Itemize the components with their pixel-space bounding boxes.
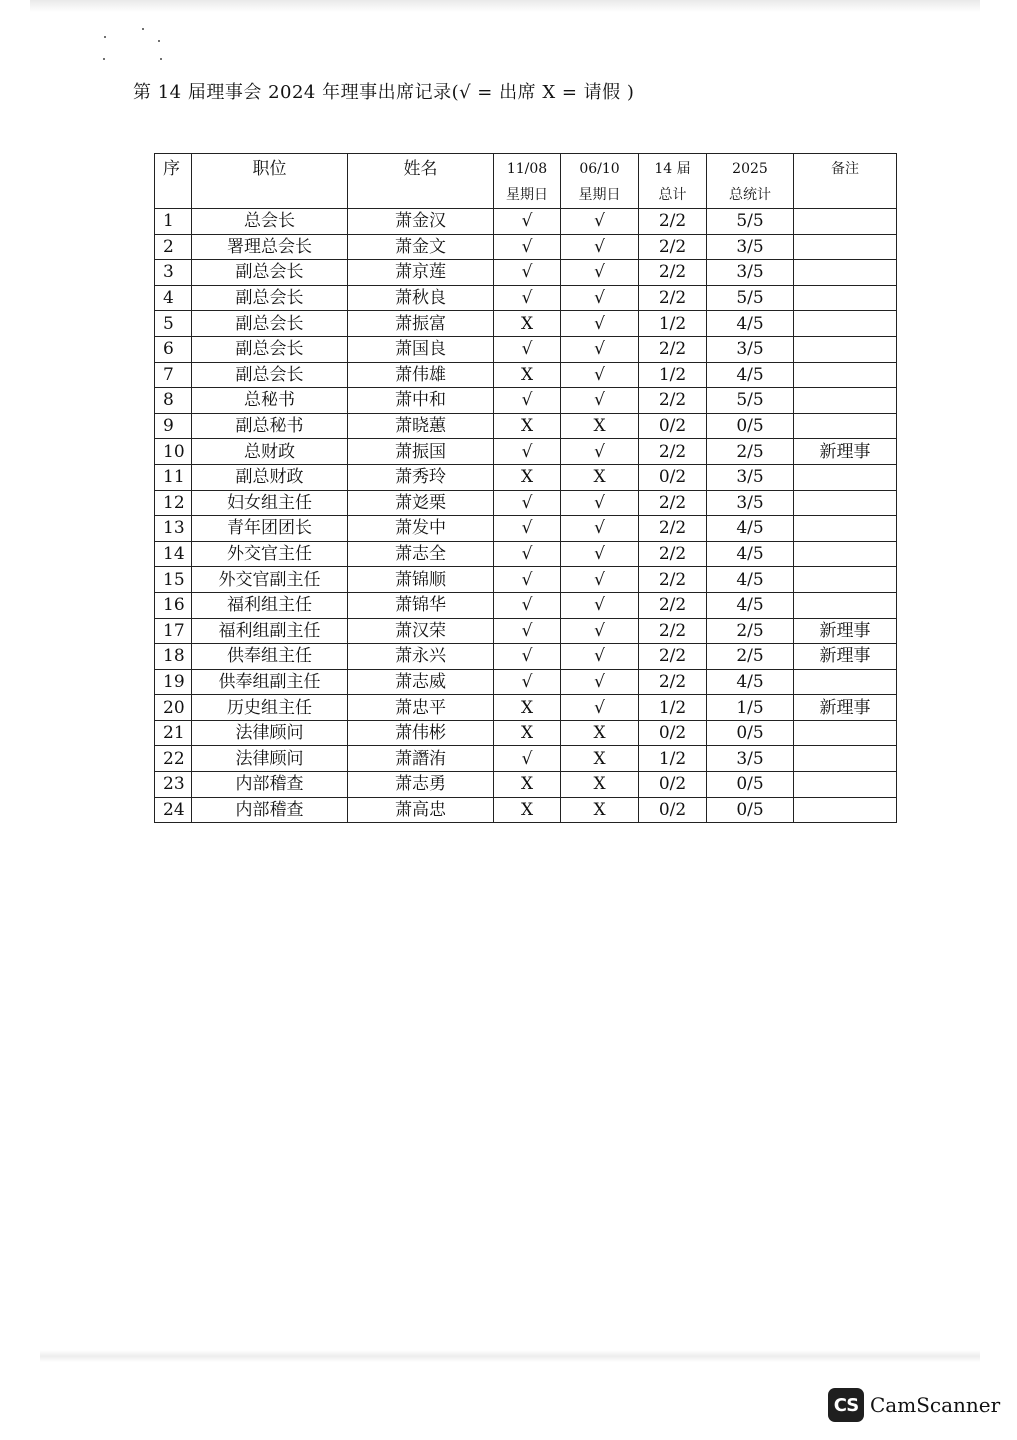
cell-name: 萧伟雄: [348, 362, 494, 388]
cell-term-total: 0/2: [639, 772, 707, 798]
table-row: [155, 413, 897, 439]
cell-name: 萧高忠: [348, 797, 494, 823]
cell-term-total: 0/2: [639, 464, 707, 490]
header-date-1-date: 11/08: [506, 161, 548, 177]
cell-remark: [794, 490, 897, 516]
cell-remark: [794, 234, 897, 260]
cell-position: 总会长: [192, 209, 348, 235]
cell-seq: 22: [155, 746, 192, 772]
cell-seq: 11: [155, 464, 192, 490]
table-body: [155, 209, 897, 823]
cell-seq: 9: [155, 413, 192, 439]
cell-remark: [794, 388, 897, 414]
cell-seq: 24: [155, 797, 192, 823]
cell-term-total: 2/2: [639, 541, 707, 567]
cell-remark: 新理事: [794, 644, 897, 670]
cell-attendance-1108: √: [494, 746, 561, 772]
header-year-total: [707, 154, 794, 209]
cell-term-total: 1/2: [639, 311, 707, 337]
cell-attendance-1108: √: [494, 209, 561, 235]
cell-position: 供奉组主任: [192, 644, 348, 670]
cell-term-total: 2/2: [639, 669, 707, 695]
header-date-2-date: 06/10: [579, 161, 620, 177]
table-row: [155, 720, 897, 746]
cell-term-total: 2/2: [639, 439, 707, 465]
cell-position: 内部稽查: [192, 797, 348, 823]
table-row: [155, 311, 897, 337]
cell-attendance-0610: √: [561, 567, 639, 593]
cell-year-total: 0/5: [707, 413, 794, 439]
cell-position: 副总会长: [192, 336, 348, 362]
table-row: [155, 746, 897, 772]
table-row: [155, 516, 897, 542]
cell-attendance-1108: X: [494, 720, 561, 746]
cell-position: 署理总会长: [192, 234, 348, 260]
header-name: 姓名: [348, 154, 494, 209]
camscanner-brand: CamScanner: [870, 1393, 1001, 1417]
cell-name: 萧中和: [348, 388, 494, 414]
cell-attendance-1108: √: [494, 336, 561, 362]
cell-name: 萧志勇: [348, 772, 494, 798]
cell-seq: 12: [155, 490, 192, 516]
cell-attendance-1108: X: [494, 797, 561, 823]
cell-seq: 18: [155, 644, 192, 670]
cell-remark: [794, 516, 897, 542]
cell-term-total: 2/2: [639, 336, 707, 362]
cell-remark: [794, 209, 897, 235]
cell-position: 福利组主任: [192, 592, 348, 618]
cell-attendance-0610: √: [561, 669, 639, 695]
cell-position: 供奉组副主任: [192, 669, 348, 695]
cell-remark: [794, 336, 897, 362]
cell-remark: [794, 746, 897, 772]
cell-seq: 16: [155, 592, 192, 618]
cell-remark: [794, 567, 897, 593]
cell-remark: 新理事: [794, 618, 897, 644]
cell-name: 萧锦华: [348, 592, 494, 618]
table-row: [155, 209, 897, 235]
cell-name: 萧志威: [348, 669, 494, 695]
cell-attendance-0610: X: [561, 464, 639, 490]
cell-year-total: 0/5: [707, 772, 794, 798]
table-row: [155, 336, 897, 362]
cell-name: 萧振国: [348, 439, 494, 465]
cell-remark: [794, 311, 897, 337]
cell-seq: 7: [155, 362, 192, 388]
table-row: [155, 234, 897, 260]
header-date-1: [494, 154, 561, 209]
table-row: [155, 388, 897, 414]
cell-seq: 3: [155, 260, 192, 286]
cell-term-total: 1/2: [639, 362, 707, 388]
header-date-2-weekday: 星期日: [578, 187, 621, 203]
table-row: [155, 490, 897, 516]
cell-year-total: 3/5: [707, 260, 794, 286]
header-position: 职位: [192, 154, 348, 209]
cell-position: 法律顾问: [192, 720, 348, 746]
cell-seq: 15: [155, 567, 192, 593]
cell-term-total: 2/2: [639, 285, 707, 311]
cell-year-total: 4/5: [707, 592, 794, 618]
cell-year-total: 3/5: [707, 464, 794, 490]
cell-seq: 2: [155, 234, 192, 260]
cell-year-total: 0/5: [707, 797, 794, 823]
cell-remark: [794, 413, 897, 439]
cell-name: 萧秋良: [348, 285, 494, 311]
cell-seq: 1: [155, 209, 192, 235]
cell-attendance-1108: √: [494, 439, 561, 465]
cell-remark: [794, 592, 897, 618]
cell-year-total: 3/5: [707, 234, 794, 260]
cell-remark: [794, 541, 897, 567]
cell-seq: 23: [155, 772, 192, 798]
table-row: [155, 695, 897, 721]
cell-attendance-1108: √: [494, 234, 561, 260]
camscanner-watermark: [828, 1386, 1000, 1424]
cell-seq: 5: [155, 311, 192, 337]
cell-attendance-0610: √: [561, 388, 639, 414]
scan-edge-top: [30, 0, 980, 12]
cell-position: 副总会长: [192, 311, 348, 337]
cell-attendance-1108: √: [494, 669, 561, 695]
cell-position: 副总会长: [192, 362, 348, 388]
cell-attendance-0610: √: [561, 336, 639, 362]
table-row: [155, 439, 897, 465]
cell-name: 萧晓蕙: [348, 413, 494, 439]
header-term-total-line1: 14 届: [654, 161, 691, 177]
cell-attendance-0610: √: [561, 644, 639, 670]
cell-attendance-1108: X: [494, 413, 561, 439]
header-seq: 序: [155, 154, 192, 209]
cell-attendance-0610: √: [561, 209, 639, 235]
cell-position: 外交官主任: [192, 541, 348, 567]
cell-name: 萧伟彬: [348, 720, 494, 746]
cell-position: 总秘书: [192, 388, 348, 414]
camscanner-logo: CS: [828, 1388, 864, 1422]
cell-attendance-0610: √: [561, 234, 639, 260]
table-row: [155, 644, 897, 670]
cell-remark: 新理事: [794, 439, 897, 465]
cell-name: 萧振富: [348, 311, 494, 337]
cell-attendance-1108: √: [494, 618, 561, 644]
cell-seq: 19: [155, 669, 192, 695]
cell-name: 萧发中: [348, 516, 494, 542]
cell-remark: 新理事: [794, 695, 897, 721]
cell-attendance-0610: √: [561, 490, 639, 516]
cell-year-total: 4/5: [707, 567, 794, 593]
cell-year-total: 3/5: [707, 336, 794, 362]
cell-seq: 20: [155, 695, 192, 721]
cell-term-total: 2/2: [639, 516, 707, 542]
cell-attendance-1108: √: [494, 516, 561, 542]
cell-term-total: 1/2: [639, 746, 707, 772]
cell-attendance-0610: X: [561, 413, 639, 439]
cell-year-total: 4/5: [707, 516, 794, 542]
document-title: 第 14 届理事会 2024 年理事出席记录(√ = 出席 X = 请假 ): [133, 82, 635, 103]
cell-seq: 14: [155, 541, 192, 567]
cell-name: 萧汉荣: [348, 618, 494, 644]
header-term-total: [639, 154, 707, 209]
cell-year-total: 0/5: [707, 720, 794, 746]
cell-remark: [794, 285, 897, 311]
table-row: [155, 567, 897, 593]
cell-term-total: 2/2: [639, 234, 707, 260]
cell-attendance-0610: √: [561, 618, 639, 644]
cell-seq: 8: [155, 388, 192, 414]
cell-attendance-0610: √: [561, 592, 639, 618]
cell-seq: 13: [155, 516, 192, 542]
cell-position: 内部稽查: [192, 772, 348, 798]
header-term-total-line2: 总计: [658, 187, 687, 203]
cell-attendance-1108: X: [494, 464, 561, 490]
cell-attendance-0610: √: [561, 311, 639, 337]
cell-position: 外交官副主任: [192, 567, 348, 593]
cell-attendance-1108: X: [494, 311, 561, 337]
cell-year-total: 5/5: [707, 209, 794, 235]
header-year-total-line1: 2025: [732, 161, 768, 177]
cell-name: 萧譖洧: [348, 746, 494, 772]
cell-year-total: 1/5: [707, 695, 794, 721]
cell-year-total: 5/5: [707, 388, 794, 414]
cell-attendance-0610: √: [561, 260, 639, 286]
cell-attendance-0610: X: [561, 797, 639, 823]
cell-position: 福利组副主任: [192, 618, 348, 644]
attendance-table: [154, 153, 897, 823]
cell-position: 副总会长: [192, 285, 348, 311]
cell-position: 副总会长: [192, 260, 348, 286]
cell-remark: [794, 669, 897, 695]
scan-edge-bottom: [40, 1350, 980, 1362]
cell-term-total: 2/2: [639, 490, 707, 516]
table-row: [155, 592, 897, 618]
cell-term-total: 0/2: [639, 413, 707, 439]
cell-term-total: 0/2: [639, 797, 707, 823]
cell-attendance-1108: √: [494, 567, 561, 593]
cell-year-total: 4/5: [707, 669, 794, 695]
table-row: [155, 362, 897, 388]
cell-remark: [794, 720, 897, 746]
cell-position: 法律顾问: [192, 746, 348, 772]
cell-term-total: 2/2: [639, 644, 707, 670]
cell-year-total: 3/5: [707, 490, 794, 516]
cell-remark: [794, 464, 897, 490]
cell-attendance-0610: √: [561, 541, 639, 567]
cell-name: 萧志全: [348, 541, 494, 567]
cell-position: 历史组主任: [192, 695, 348, 721]
table-row: [155, 285, 897, 311]
cell-term-total: 2/2: [639, 567, 707, 593]
cell-attendance-1108: √: [494, 592, 561, 618]
cell-attendance-1108: X: [494, 362, 561, 388]
cell-position: 妇女组主任: [192, 490, 348, 516]
cell-position: 副总财政: [192, 464, 348, 490]
cell-seq: 10: [155, 439, 192, 465]
cell-year-total: 4/5: [707, 311, 794, 337]
table-row: [155, 541, 897, 567]
cell-term-total: 0/2: [639, 720, 707, 746]
cell-remark: [794, 797, 897, 823]
cell-term-total: 2/2: [639, 260, 707, 286]
cell-name: 萧秀玲: [348, 464, 494, 490]
header-date-1-weekday: 星期日: [506, 187, 548, 203]
table-row: [155, 618, 897, 644]
table-row: [155, 772, 897, 798]
cell-seq: 6: [155, 336, 192, 362]
cell-attendance-1108: X: [494, 772, 561, 798]
cell-term-total: 1/2: [639, 695, 707, 721]
cell-attendance-0610: √: [561, 516, 639, 542]
cell-attendance-0610: X: [561, 720, 639, 746]
cell-name: 萧永兴: [348, 644, 494, 670]
cell-attendance-0610: √: [561, 439, 639, 465]
scan-specks: [100, 22, 170, 72]
cell-name: 萧锦顺: [348, 567, 494, 593]
cell-term-total: 2/2: [639, 592, 707, 618]
cell-attendance-1108: √: [494, 285, 561, 311]
table-row: [155, 260, 897, 286]
table-header-row: [155, 154, 897, 209]
cell-position: 总财政: [192, 439, 348, 465]
cell-term-total: 2/2: [639, 618, 707, 644]
cell-year-total: 4/5: [707, 541, 794, 567]
header-year-total-line2: 总统计: [729, 187, 771, 203]
cell-seq: 4: [155, 285, 192, 311]
cell-remark: [794, 260, 897, 286]
cell-attendance-1108: √: [494, 490, 561, 516]
cell-name: 萧忠平: [348, 695, 494, 721]
cell-attendance-1108: √: [494, 644, 561, 670]
cell-attendance-1108: √: [494, 541, 561, 567]
header-remark: 备注: [794, 154, 897, 209]
table-row: [155, 797, 897, 823]
cell-attendance-1108: √: [494, 260, 561, 286]
cell-attendance-0610: √: [561, 285, 639, 311]
cell-seq: 17: [155, 618, 192, 644]
cell-name: 萧京莲: [348, 260, 494, 286]
cell-name: 萧国良: [348, 336, 494, 362]
cell-attendance-1108: √: [494, 388, 561, 414]
cell-name: 萧彣栗: [348, 490, 494, 516]
cell-term-total: 2/2: [639, 209, 707, 235]
cell-position: 青年团团长: [192, 516, 348, 542]
header-date-2: [561, 154, 639, 209]
cell-year-total: 2/5: [707, 644, 794, 670]
cell-attendance-0610: X: [561, 772, 639, 798]
cell-name: 萧金文: [348, 234, 494, 260]
cell-term-total: 2/2: [639, 388, 707, 414]
cell-year-total: 2/5: [707, 439, 794, 465]
table-row: [155, 464, 897, 490]
cell-seq: 21: [155, 720, 192, 746]
cell-position: 副总秘书: [192, 413, 348, 439]
cell-remark: [794, 362, 897, 388]
cell-year-total: 4/5: [707, 362, 794, 388]
table-row: [155, 669, 897, 695]
cell-year-total: 5/5: [707, 285, 794, 311]
cell-attendance-0610: √: [561, 695, 639, 721]
cell-remark: [794, 772, 897, 798]
cell-year-total: 2/5: [707, 618, 794, 644]
cell-attendance-0610: X: [561, 746, 639, 772]
cell-name: 萧金汉: [348, 209, 494, 235]
cell-attendance-1108: X: [494, 695, 561, 721]
cell-attendance-0610: √: [561, 362, 639, 388]
cell-year-total: 3/5: [707, 746, 794, 772]
